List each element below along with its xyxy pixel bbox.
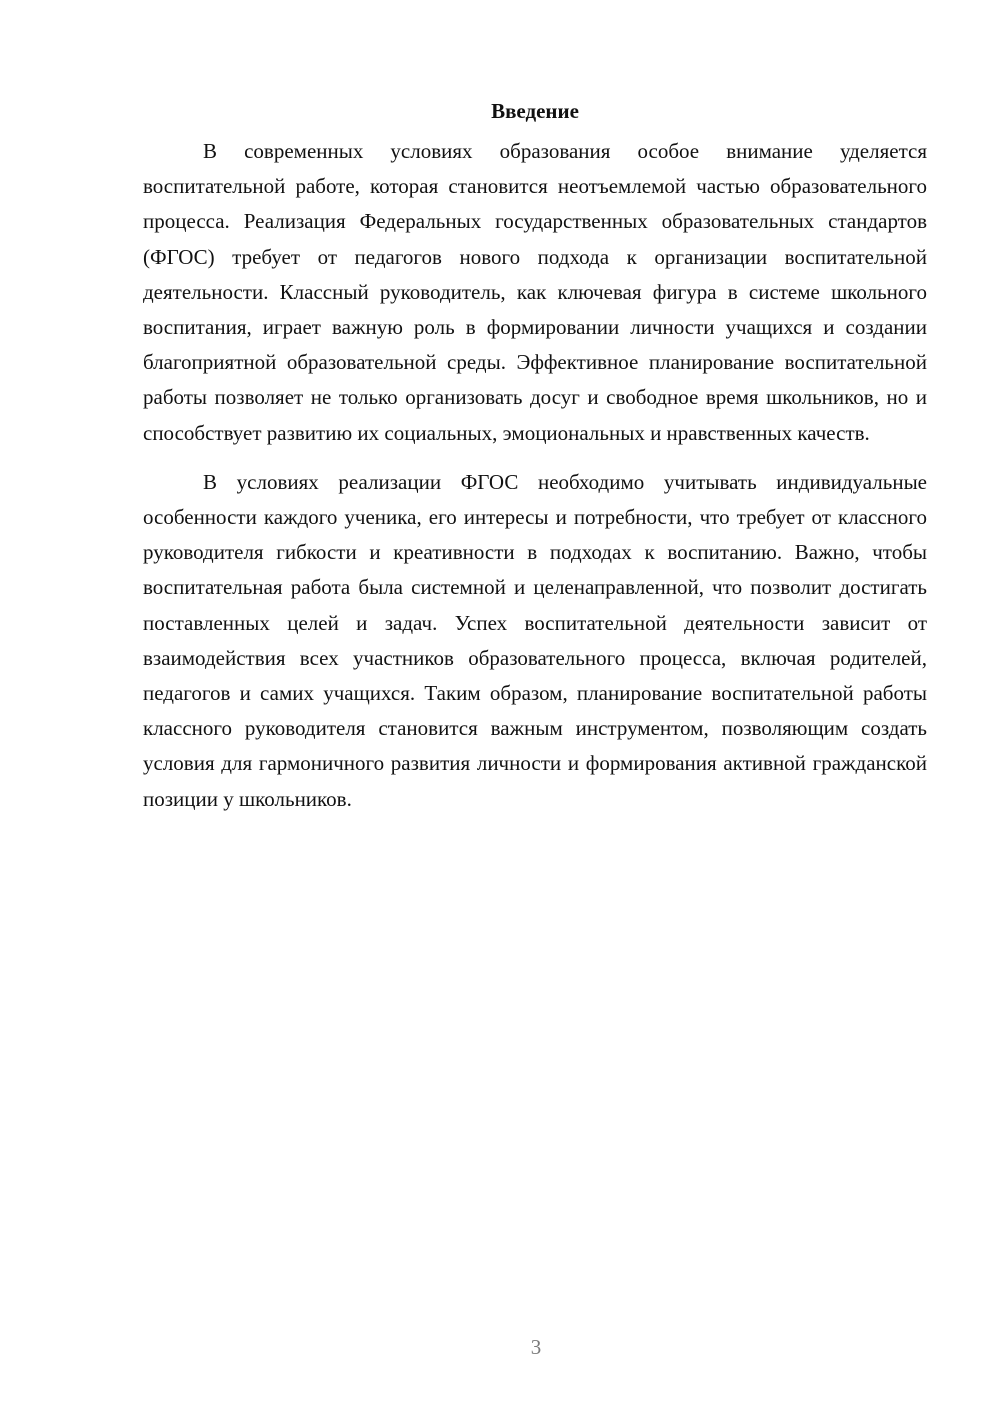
page-number: 3 xyxy=(530,1335,542,1359)
paragraph-1: В современных условиях образования особое внимание уделяется воспитательной работе, которая становится неотъемлемой частью образовательного процесса. Реализация Федеральных государственных образовательных стандартов (ФГОС) требует от педагогов нового подхода к организации воспитательной деятельности. Классный руководитель, как ключевая фигура в системе школьного воспитания, играет важную роль в формировании личности учащихся и создании благоприятной образовательной среды. Эффективное планирование воспитательной работы позволяет не только организовать досуг и свободное время школьников, но и способствует развитию их социальных, эмоциональных и нравственных качеств. xyxy=(143,139,927,445)
paragraph-2: В условиях реализации ФГОС необходимо учитывать индивидуальные особенности каждого ученика, его интересы и потребности, что требует от классного руководителя гибкости и креативности в подходах к воспитанию. Важно, чтобы воспитательная работа была системной и целенаправленной, что позволит достигать поставленных целей и задач. Успех воспитательной деятельности зависит от взаимодействия всех участников образовательного процесса, включая родителей, педагогов и самих учащихся. Таким образом, планирование воспитательной работы классного руководителя становится важным инструментом, позволяющим создать условия для гармоничного развития личности и формирования активной гражданской позиции у школьников. xyxy=(143,469,927,811)
page-content xyxy=(143,96,927,817)
section-heading: Введение xyxy=(491,99,579,123)
